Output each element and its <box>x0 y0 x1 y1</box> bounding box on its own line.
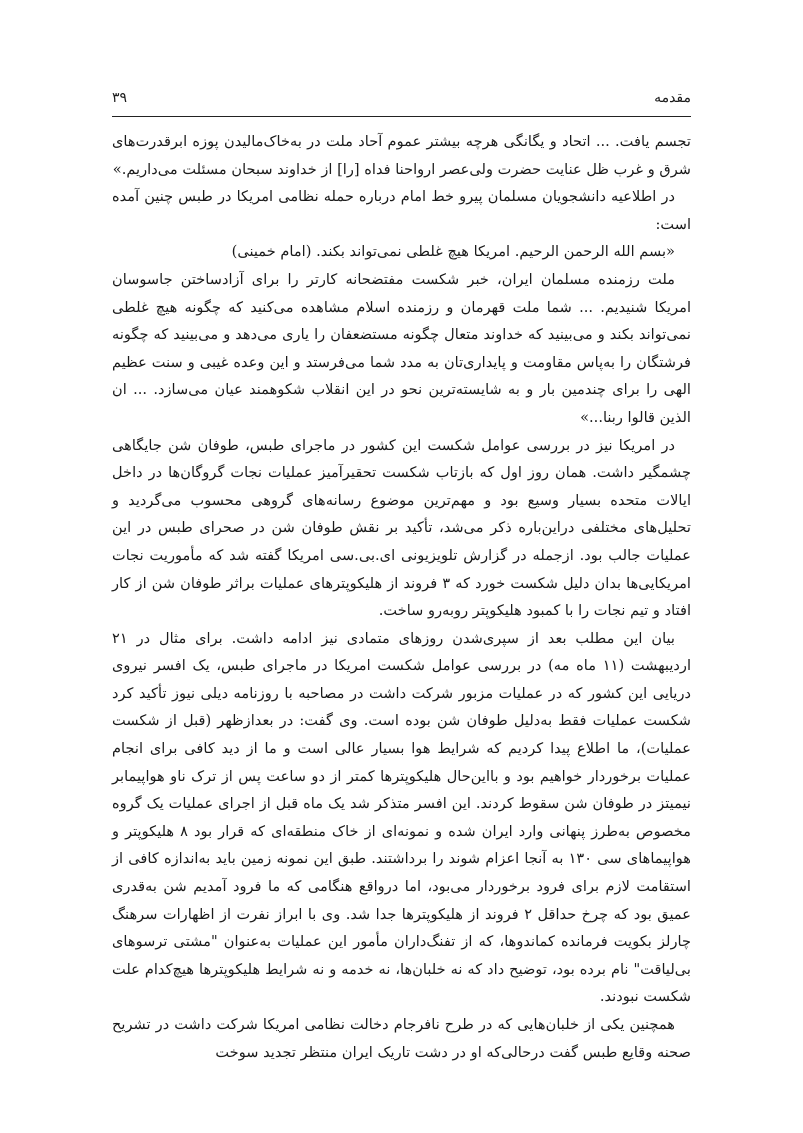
paragraph-daily-news: بیان این مطلب بعد از سپری‌شدن روزهای متمادی نیز ادامه داشت. برای مثال در ۲۱ اردیبهشت (۱۱ ماه مه) در بررسی عوامل شکست امریکا در ماجرای طبس، یک افسر نیروی دریایی این کشور که در عملیات مزبور شرکت داشت در مصاحبه با روزنامه دیلی نیوز تأکید کرد شکست عملیات فقط به‌دلیل طوفان شن بوده است. وی گفت: در بعدازظهر (قبل از شکست عملیات)، ما اطلاع پیدا کردیم که شرایط هوا بسیار عالی است و ما از دید کافی برای انجام عملیات برخوردار خواهیم بود و بااین‌حال هلیکوپترها کمتر از دو ساعت پس از ترک ناو هواپیمابر نیمیتز در طوفان شن سقوط کردند. این افسر متذکر شد یک ماه قبل از اجرای عملیات یک گروه مخصوص به‌طرز پنهانی وارد ایران شده و نمونه‌ای از خاک منطقه‌ای که قرار بود ۸ هلیکوپتر و هواپیماهای سی ۱۳۰ به آنجا اعزام شوند را برداشتند. طبق این نمونه زمین باید به‌اندازه کافی از استقامت لازم برای فرود برخوردار می‌بود، اما درواقع هنگامی که ما فرود آمدیم شن به‌قدری عمیق بود که چرخ حداقل ۲ فروند از هلیکوپترها جدا شد. وی با ابراز نفرت از اظهارات سرهنگ چارلز بکویت فرمانده کماندوها، که از تفنگ‌داران مأمور این عملیات به‌عنوان "مشتی ترسوهای بی‌لیاقت" نام برده بود، توضیح داد که نه خلبان‌ها، نه خدمه و نه شرایط هلیکوپترها هیچ‌کدام علت شکست نبودند. <box>112 629 692 1006</box>
paragraph-students-statement: ملت رزمنده مسلمان ایران، خبر شکست مفتضحانه کارتر را برای آزادساختن جاسوسان امریکا شنیدیم. ... شما ملت قهرمان و رزمنده اسلام مشاهده می‌کنید که چگونه هیچ غلطی نمی‌تواند بکند و می‌بینید که خداوند متعال چگونه مستضعفان را یاری می‌دهد و می‌بینید که چگونه فرشتگان را به‌پاس مقاومت و پایداری‌تان به مدد شما می‌فرستد و این وعده غیبی و سنت عظیم الهی را برای چندمین بار و به شایسته‌ترین نحو در این انقلاب شکوهمند عیان می‌سازد. ... ان الذین قالوا ربنا...» <box>112 270 691 426</box>
running-title: مقدمه <box>654 90 691 106</box>
body-text <box>112 128 691 1066</box>
paragraph-continuation: تجسم یافت. ... اتحاد و یگانگی هرچه بیشتر عموم آحاد ملت در به‌خاک‌مالیدن پوزه ابرقدرت‌های شرق و غرب ظل عنایت حضرت ولی‌عصر ارواحنا فداه [را] از خداوند سبحان مسئلت می‌داریم.» <box>112 133 691 178</box>
page-header <box>112 90 691 112</box>
paragraph-students-intro: در اطلاعیه دانشجویان مسلمان پیرو خط امام درباره حمله نظامی امریکا در طبس چنین آمده است: <box>112 188 691 233</box>
header-divider <box>112 116 691 117</box>
paragraph-us-analysis: در امریکا نیز در بررسی عوامل شکست این کشور در ماجرای طبس، طوفان شن جایگاهی چشمگیر داشت. همان روز اول که بازتاب شکست تحقیرآمیز عملیات نجات گروگان‌ها در داخل ایالات متحده بسیار وسیع بود و مهم‌ترین موضوع رسانه‌های گروهی محسوب می‌گردید و تحلیل‌های مختلفی دراین‌باره ذکر می‌شد، تأکید بر نقش طوفان شن در صحرای طبس در این عملیات جالب بود. ازجمله در گزارش تلویزیونی ای.بی.سی امریکا گفته شد که مأموریت نجات امریکایی‌ها بدان دلیل شکست خورد که ۳ فروند از هلیکوپترهای عملیات براثر طوفان شن از کار افتاد و تیم نجات را با کمبود هلیکوپتر روبه‌رو ساخت. <box>112 436 691 620</box>
page-number: ۳۹ <box>112 90 128 106</box>
paragraph-pilot: همچنین یکی از خلبان‌هایی که در طرح نافرجام دخالت نظامی امریکا شرکت داشت در تشریح صحنه وقایع طبس گفت درحالی‌که او در دشت تاریک ایران منتظر تجدید سوخت <box>112 1016 691 1061</box>
quote-line: «بسم الله الرحمن الرحیم. امریکا هیچ غلطی نمی‌تواند بکند. (امام خمینی) <box>231 243 675 261</box>
